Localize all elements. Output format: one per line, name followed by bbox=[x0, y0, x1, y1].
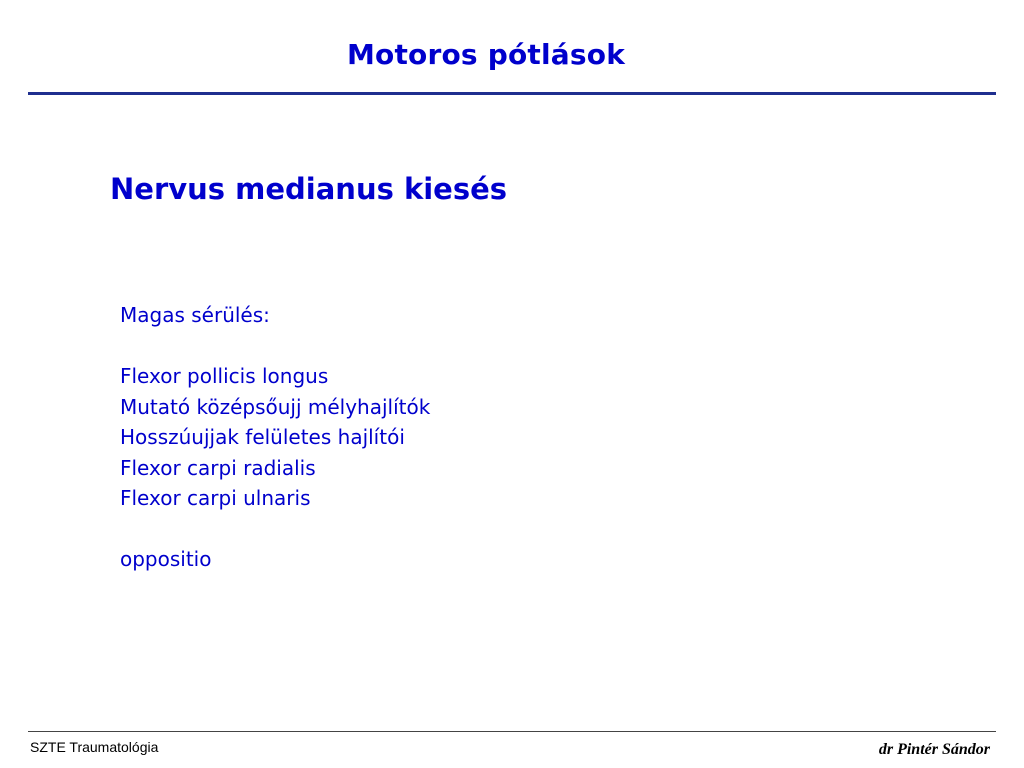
list-item: Flexor pollicis longus bbox=[120, 364, 329, 388]
title-divider bbox=[28, 92, 996, 95]
footer-divider bbox=[28, 731, 996, 732]
list-item: Hosszúujjak felületes hajlítói bbox=[120, 425, 405, 449]
list-item: Flexor carpi ulnaris bbox=[120, 486, 311, 510]
intro-line: Magas sérülés: bbox=[120, 303, 270, 327]
slide-subtitle: Nervus medianus kiesés bbox=[110, 172, 508, 206]
body-text bbox=[120, 300, 430, 575]
spacer bbox=[120, 514, 430, 545]
list-item: Mutató középsőujj mélyhajlítók bbox=[120, 394, 431, 419]
spacer bbox=[120, 331, 430, 362]
footer-institution: SZTE Traumatológia bbox=[30, 739, 159, 755]
slide-title: Motoros pótlások bbox=[346, 38, 626, 71]
list-item: Flexor carpi radialis bbox=[120, 455, 316, 480]
closing-line: oppositio bbox=[120, 547, 212, 571]
footer-author: dr Pintér Sándor bbox=[878, 741, 990, 758]
